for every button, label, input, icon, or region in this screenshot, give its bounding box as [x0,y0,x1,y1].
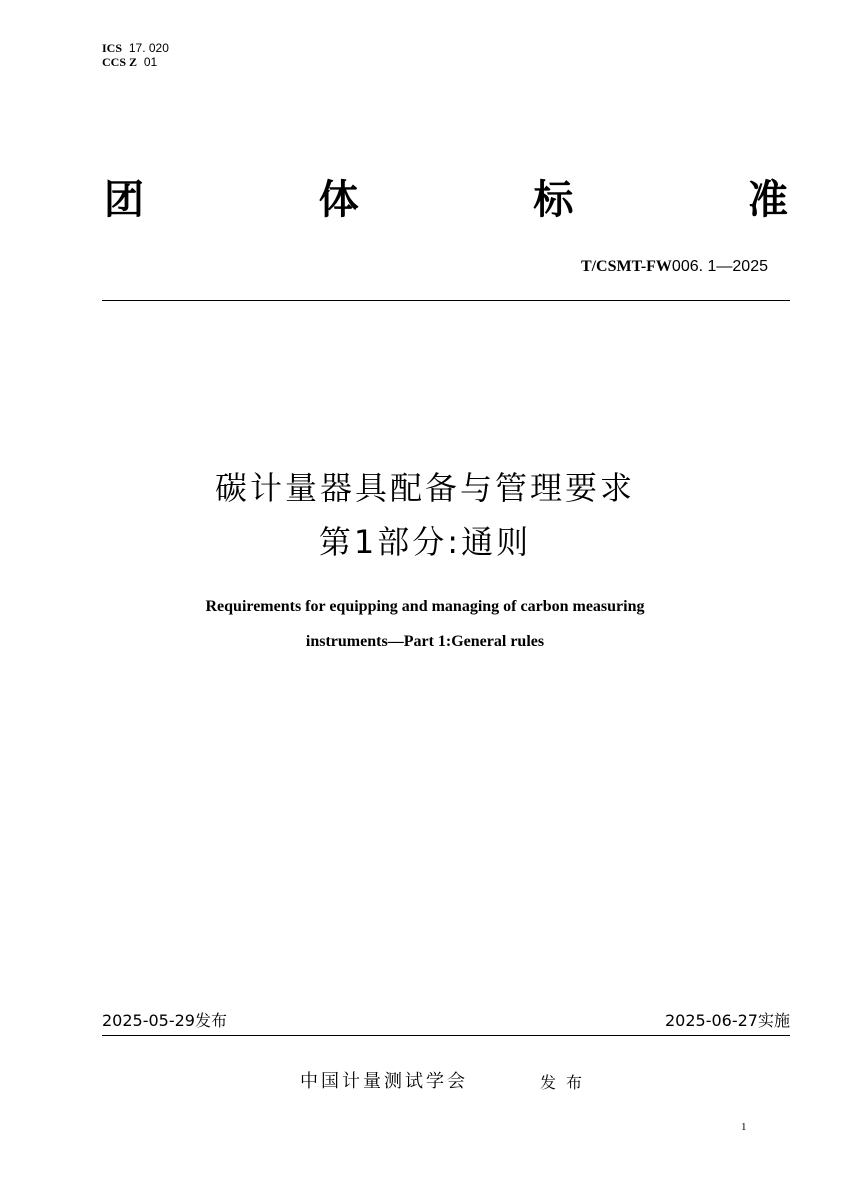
ics-code [102,41,169,55]
implementation-date: 2025-06-27实施 [665,1011,790,1030]
chinese-title-line-2: 第1部分:通则 [318,523,532,561]
standard-code [581,256,768,277]
ccs-value: 01 [143,55,158,69]
classification-codes [102,41,169,69]
standard-type-char: 准 [747,177,788,223]
page-number: 1 [741,1121,747,1133]
ccs-label: CCS Z [102,55,138,69]
english-title-line-2: instruments—Part 1:General rules [305,633,545,650]
top-divider [102,300,790,301]
english-title-line-1: Requirements for equipping and managing of carbon measuring [205,598,645,615]
bottom-divider [102,1035,790,1036]
ccs-code [102,55,169,69]
standard-type-char: 标 [533,177,574,223]
standard-code-number: 006. 1—2025 [671,258,768,275]
ics-value: 17. 020 [128,41,169,55]
standard-type-heading [104,176,788,224]
standard-type-char: 团 [104,177,144,223]
ics-label: ICS [102,41,123,55]
standard-code-prefix: T/CSMT-FW [580,258,672,275]
issuer-name: 中国计量测试学会 [300,1071,468,1092]
standard-type-char: 体 [318,177,359,223]
release-date: 2025-05-29发布 [102,1011,227,1030]
issuer-action: 发布 [540,1073,593,1092]
chinese-title-line-1: 碳计量器具配备与管理要求 [214,469,635,507]
